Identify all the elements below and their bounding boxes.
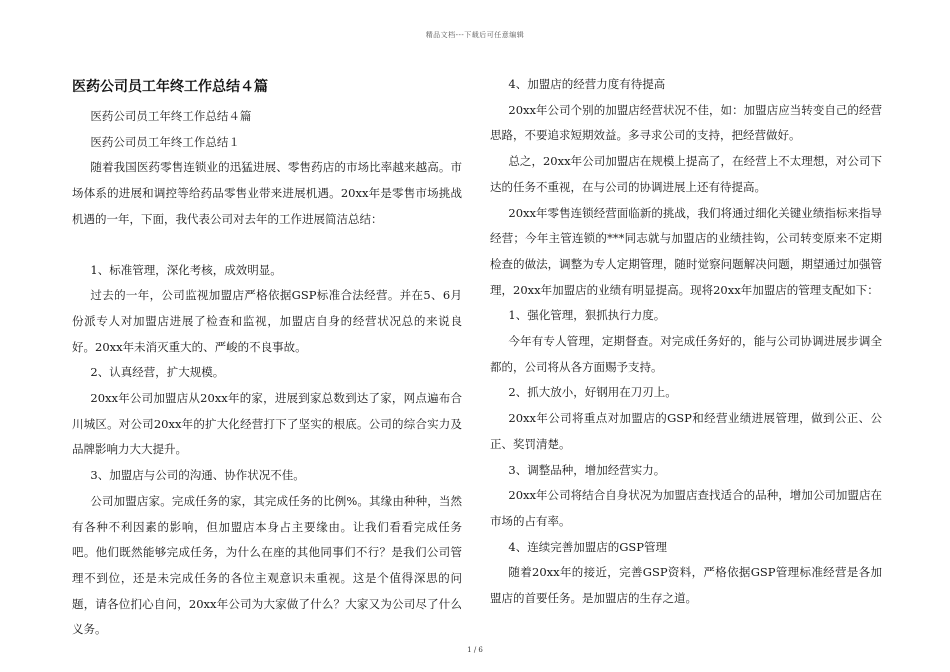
page-number: 1 / 6 [467,646,483,654]
paragraph: 20xx年公司个别的加盟店经营状况不佳，如：加盟店应当转变自己的经营思路，不要追求短期效益。多寻求公司的支持，把经营做好。 [490,102,882,143]
paragraph: 随着20xx年的接近，完善GSP资料，严格依据GSP管理标准经营是各加盟店的首要任务。是加盟店的生存之道。 [490,565,882,606]
section-heading: 2、认真经营，扩大规模。 [90,365,225,380]
paragraph: 随着我国医药零售连锁业的迅猛进展、零售药店的市场比率越来越高。市场体系的进展和调控等给药品零售业带来进展机遇。20xx年是零售市场挑战机遇的一年，下面，我代表公司对去年的工作进展简洁总结： [72,160,462,226]
paragraph: 总之，20xx年公司加盟店在规模上提高了，在经营上不太理想，对公司下达的任务不重视，在与公司的协调进展上还有待提高。 [490,154,882,194]
right-column [490,72,882,612]
section-heading: 4、加盟店的经营力度有待提高 [508,77,666,91]
section-heading: 4、连续完善加盟店的GSP管理 [508,539,668,554]
section-heading: 2、抓大放小，好钢用在刀刃上。 [508,385,677,400]
section-heading: 3、加盟店与公司的沟通、协作状况不佳。 [90,468,305,483]
paragraph: 今年有专人管理，定期督查。对完成任务好的，能与公司协调进展步调全都的，公司将从各方面赐予支持。 [490,334,882,374]
paragraph: 20xx年公司加盟店从20xx年的家，进展到家总数到达了家，网点遍布合川城区。对公司20xx年的扩大化经营打下了坚实的根底。公司的综合实力及品牌影响力大大提升。 [72,391,462,457]
paragraph: 20xx年零售连锁经营面临新的挑战，我们将通过细化关键业绩指标来指导经营；今年主管连锁的***同志就与加盟店的业绩挂钩，公司转变原来不定期检查的做法，调整为专人定期管理，随时觉察问题解决问题，期望通过加强管理，20xx年加盟店的业绩有明显提高。现将20xx年加盟店的管理支配如下： [490,205,882,297]
paragraph: 医药公司员工年终工作总结１ [90,134,240,149]
section-heading: 1、标准管理，深化考核，成效明显。 [90,262,282,277]
paragraph: 过去的一年，公司监视加盟店严格依据GSP标准合法经营。并在5、6月份派专人对加盟店进展了检查和监视，加盟店自身的经营状况总的来说良好。20xx年未消灭重大的、严峻的不良事故。 [72,288,462,354]
paragraph-gap [72,233,462,258]
paragraph: 公司加盟店家。完成任务的家，其完成任务的比例%。其缘由种种，当然有各种不利因素的影响，但加盟店本身占主要缘由。让我们看看完成任务吧。他们既然能够完成任务，为什么在座的其他同事们不行？是我们公司管理不到位，还是未完成任务的各位主观意识未重视。这是个值得深思的问题，请各位扪心自问，20xx年公司为大家做了什么？大家又为公司尽了什么义务。 [72,493,462,637]
section-heading: 3、调整品种，增加经营实力。 [508,462,666,477]
document-title: 医药公司员工年终工作总结４篇 [72,79,268,95]
paragraph: 20xx年公司将重点对加盟店的GSP和经营业绩进展管理，做到公正、公正、奖罚清楚。 [490,411,882,451]
paragraph: 20xx年公司将结合自身状况为加盟店查找适合的品种，增加公司加盟店在市场的占有率。 [490,488,882,528]
page-header-note: 精品文档---下载后可任意编辑 [425,31,525,39]
left-column [72,68,462,643]
section-heading: 1、强化管理，狠抓执行力度。 [508,308,666,323]
paragraph: 医药公司员工年终工作总结４篇 [90,109,252,123]
